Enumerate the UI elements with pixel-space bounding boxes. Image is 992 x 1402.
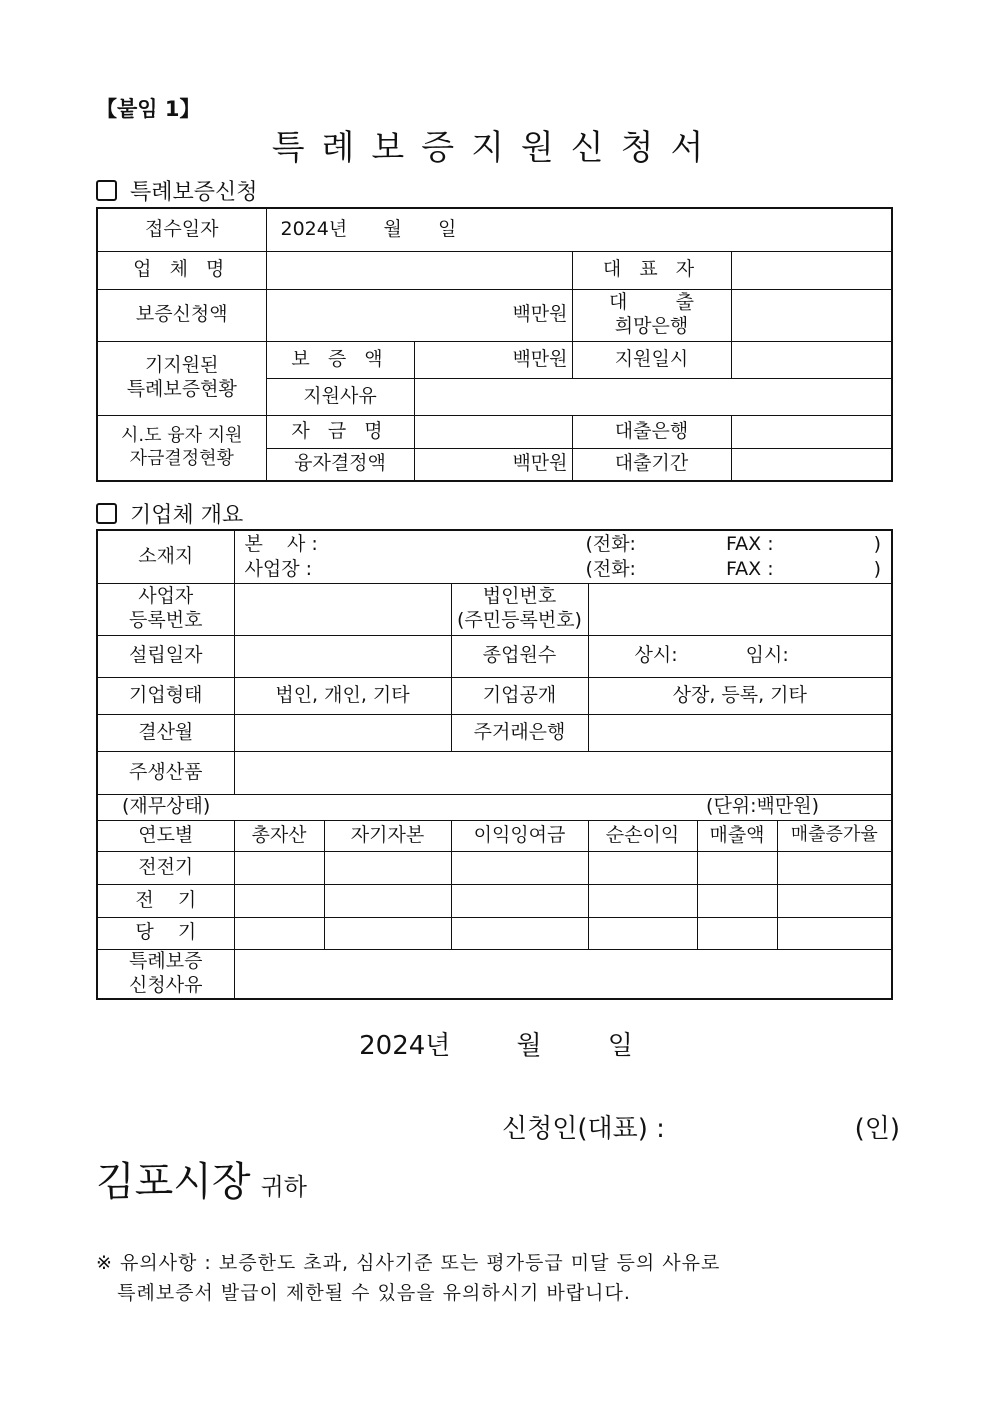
finance-row-label: 당 기: [97, 917, 234, 949]
finance-cell[interactable]: [588, 851, 697, 884]
office-label: 사업장 :: [244, 557, 313, 580]
loan-period-field[interactable]: [731, 448, 892, 481]
biz-reg-line2: 등록번호: [129, 609, 203, 631]
desired-bank-label: [572, 289, 731, 341]
applicant-label: 신청인(대표) :: [502, 1114, 665, 1144]
finance-row-label: 전전기: [97, 851, 234, 884]
finance-cell[interactable]: [588, 917, 697, 949]
finance-label: (재무상태): [122, 795, 211, 818]
finance-col-header: 매출증가율: [777, 820, 892, 851]
listing-label: 기업공개: [451, 677, 588, 714]
finance-cell[interactable]: [777, 884, 892, 917]
main-bank-field[interactable]: [588, 714, 892, 751]
notice-line1: ※ 유의사항 : 보증한도 초과, 심사기준 또는 평가등급 미달 등의 사유로: [96, 1252, 721, 1274]
section-company-overview: [96, 498, 243, 529]
finance-cell[interactable]: [588, 884, 697, 917]
finance-cell[interactable]: [234, 884, 324, 917]
company-name-label: 업 체 명: [97, 251, 266, 289]
finance-col-header: 순손이익: [588, 820, 697, 851]
company-name-field[interactable]: [266, 251, 572, 289]
finance-col-header: 이익잉여금: [451, 820, 588, 851]
reason-line2: 신청사유: [129, 973, 203, 996]
unit-label: 백만원: [512, 303, 568, 326]
guarantee-field[interactable]: [414, 341, 572, 378]
hq-phone-label: (전화:: [585, 532, 636, 555]
existing-label-line2: 특례보증현황: [126, 378, 237, 400]
location-label: 소재지: [97, 530, 234, 583]
receipt-date-label: 접수일자: [97, 208, 266, 251]
finance-caption: [97, 794, 892, 820]
temp-label: 임시:: [745, 644, 789, 667]
section-heading: 특례보증신청: [130, 180, 258, 205]
support-date-label: 지원일시: [572, 341, 731, 378]
finance-cell[interactable]: [324, 884, 451, 917]
biz-reg-field[interactable]: [234, 583, 451, 635]
receipt-date-field[interactable]: [266, 208, 892, 251]
employees-field[interactable]: [588, 635, 892, 677]
finance-col-header: 자기자본: [324, 820, 451, 851]
corp-no-label: [451, 583, 588, 635]
hq-fax-label: FAX :: [725, 532, 774, 555]
finance-cell[interactable]: [324, 917, 451, 949]
finance-header-row: [97, 820, 892, 851]
recipient: [96, 1150, 307, 1207]
desired-bank-field[interactable]: [731, 289, 892, 341]
guarantee-request-table: [96, 207, 893, 482]
office-fax-label: FAX :: [725, 557, 774, 580]
finance-col-header: 매출액: [697, 820, 777, 851]
unit-label: 백만원: [512, 347, 568, 370]
fund-name-field[interactable]: [414, 415, 572, 448]
finance-row: [97, 851, 892, 884]
fund-name-label: 자 금 명: [266, 415, 414, 448]
recipient-name: 김포시장: [96, 1159, 251, 1205]
main-bank-label: 주거래은행: [451, 714, 588, 751]
location-field[interactable]: [234, 530, 892, 583]
settlement-field[interactable]: [234, 714, 451, 751]
guarantee-amount-label: 보증신청액: [97, 289, 266, 341]
finance-cell[interactable]: [451, 851, 588, 884]
finance-cell[interactable]: [451, 917, 588, 949]
finance-row: [97, 917, 892, 949]
founded-field[interactable]: [234, 635, 451, 677]
support-reason-label: 지원사유: [266, 378, 414, 415]
settlement-label: 결산월: [97, 714, 234, 751]
page-title: 특례보증지원신청서: [271, 128, 721, 168]
regular-label: 상시:: [634, 644, 678, 667]
finance-cell[interactable]: [234, 851, 324, 884]
corp-no-field[interactable]: [588, 583, 892, 635]
guarantee-amount-field[interactable]: [266, 289, 572, 341]
finance-cell[interactable]: [324, 851, 451, 884]
office-address-row: [235, 557, 892, 582]
applicant-line: [502, 1108, 900, 1145]
finance-col-header: 총자산: [234, 820, 324, 851]
finance-cell[interactable]: [697, 917, 777, 949]
loan-period-label: 대출기간: [572, 448, 731, 481]
desired-bank-label-line2: 희망은행: [614, 315, 689, 337]
section-heading: 기업체 개요: [130, 503, 244, 528]
finance-cell[interactable]: [451, 884, 588, 917]
finance-cell[interactable]: [697, 884, 777, 917]
checkbox-company-overview[interactable]: [96, 503, 117, 524]
unit-label: 백만원: [512, 452, 568, 475]
founded-label: 설립일자: [97, 635, 234, 677]
main-product-label: 주생산품: [97, 751, 234, 794]
support-date-field[interactable]: [731, 341, 892, 378]
guarantee-label: 보 증 액: [266, 341, 414, 378]
reason-label: [97, 949, 234, 999]
section-guarantee-request: [96, 175, 258, 206]
reason-field[interactable]: [234, 949, 892, 999]
finance-col-header: 연도별: [97, 820, 234, 851]
type-label: 기업형태: [97, 677, 234, 714]
corp-no-line2: (주민등록번호): [457, 609, 582, 631]
hq-close-paren: ): [873, 532, 882, 555]
main-product-field[interactable]: [234, 751, 892, 794]
finance-cell[interactable]: [234, 917, 324, 949]
city-label-line1: 시.도 융자 지원: [121, 425, 243, 447]
biz-reg-label: [97, 583, 234, 635]
ceo-label: 대 표 자: [572, 251, 731, 289]
corp-no-line1: 법인번호: [482, 585, 557, 608]
notice: [96, 1248, 720, 1308]
desired-bank-label-line1: 대 출: [608, 291, 695, 314]
finance-row: [97, 884, 892, 917]
receipt-date-value: 2024년 월 일: [280, 217, 457, 240]
office-phone-label: (전화:: [585, 557, 636, 580]
finance-cell[interactable]: [777, 851, 892, 884]
finance-row-label: 전 기: [97, 884, 234, 917]
loan-decision-label: 융자결정액: [266, 448, 414, 481]
attachment-label: 【붙임 1】: [96, 97, 201, 121]
seal-label[interactable]: (인): [854, 1114, 900, 1144]
finance-unit: (단위:백만원): [706, 795, 820, 818]
city-support-label: [97, 415, 266, 481]
checkbox-guarantee-request[interactable]: [96, 180, 117, 201]
finance-cell[interactable]: [777, 917, 892, 949]
company-overview-table: [96, 529, 893, 1000]
reason-line1: 특례보증: [129, 950, 203, 972]
listing-options[interactable]: 상장, 등록, 기타: [588, 677, 892, 714]
hq-label: 본 사 :: [244, 532, 318, 555]
application-date: 2024년 월 일: [359, 1031, 633, 1061]
office-close-paren: ): [873, 557, 882, 580]
loan-bank-field[interactable]: [731, 415, 892, 448]
employees-label: 종업원수: [451, 635, 588, 677]
existing-guarantee-label: [97, 341, 266, 415]
type-options[interactable]: 법인, 개인, 기타: [234, 677, 451, 714]
loan-bank-label: 대출은행: [572, 415, 731, 448]
notice-line2: 특례보증서 발급이 제한될 수 있음을 유의하시기 바랍니다.: [96, 1282, 631, 1304]
loan-decision-field[interactable]: [414, 448, 572, 481]
recipient-suffix: 귀하: [260, 1173, 307, 1201]
hq-address-row: [235, 532, 892, 557]
biz-reg-line1: 사업자: [138, 585, 194, 608]
existing-label-line1: 기지원된: [145, 354, 219, 377]
support-reason-field[interactable]: [414, 378, 892, 415]
ceo-field[interactable]: [731, 251, 892, 289]
city-label-line2: 자금결정현황: [129, 447, 234, 469]
finance-cell[interactable]: [697, 851, 777, 884]
